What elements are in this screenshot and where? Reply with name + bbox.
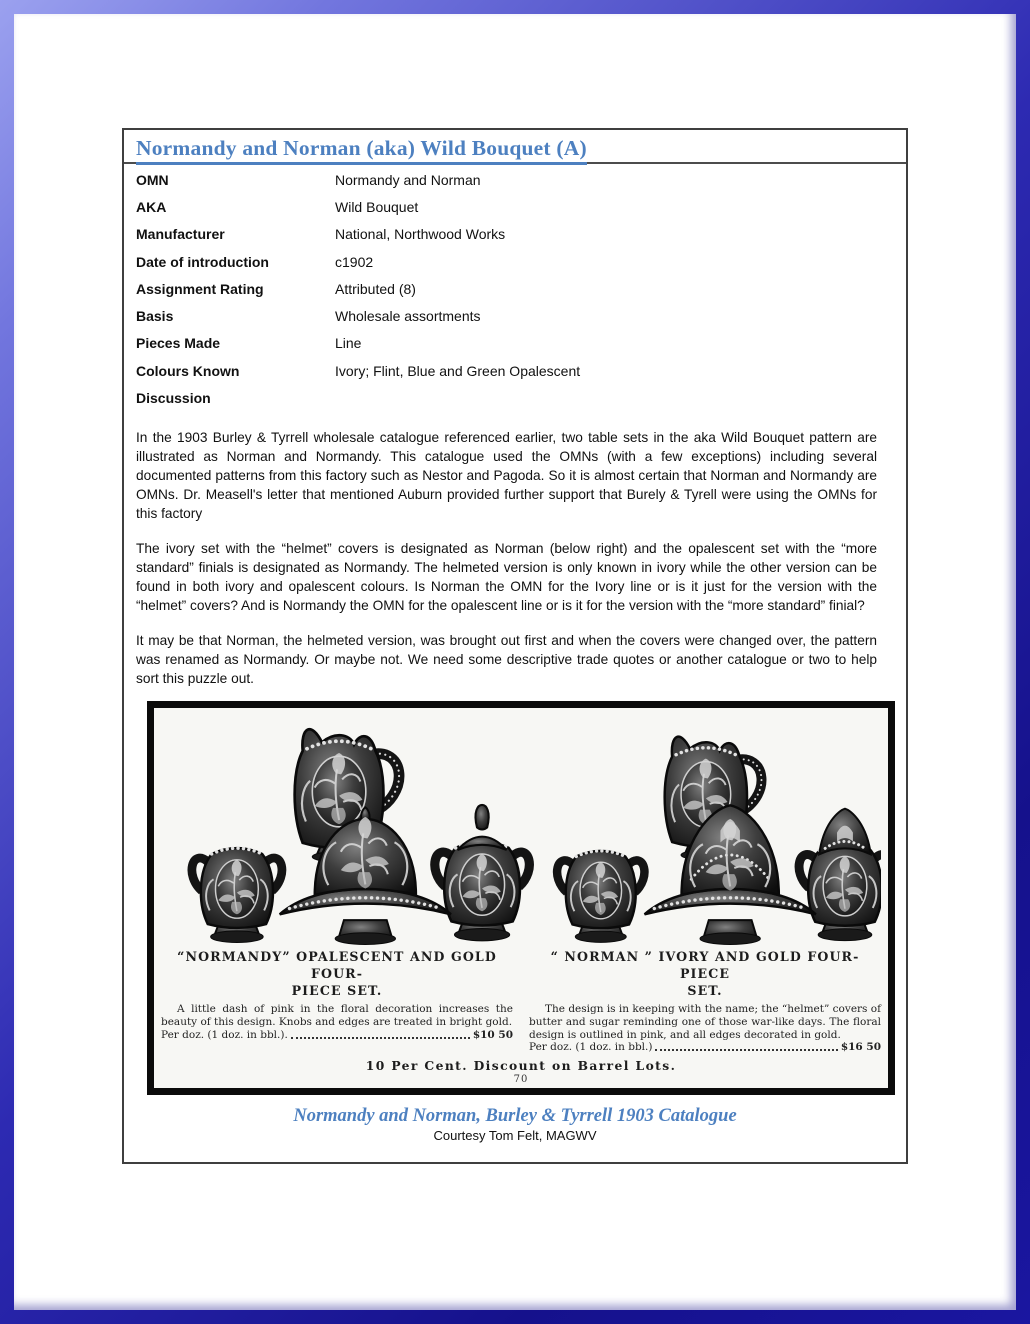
- glassware-illustration: [161, 710, 881, 947]
- table-row: [136, 221, 894, 248]
- figure-caption-credit: Courtesy Tom Felt, MAGWV: [433, 1128, 597, 1144]
- attribute-value: Attributed (8): [335, 280, 416, 297]
- price-line: [529, 1041, 881, 1053]
- normandy-set-description: A little dash of pink in the floral decoration increases the beauty of this design. Knobs and edges are treated in bright gold.: [161, 1003, 513, 1028]
- normandy-set-heading: [161, 948, 513, 999]
- table-row: [136, 275, 894, 302]
- attribute-label: OMN: [136, 171, 169, 188]
- catalogue-captions: [161, 948, 881, 1053]
- discussion-paragraph: It may be that Norman, the helmeted version, was brought out first and when the covers were changed over, the pattern was renamed as Normandy. Or maybe not. We need some descriptive trade quotes or another catalogue or two to help sort this puzzle out.: [136, 632, 877, 686]
- table-row: [136, 330, 894, 357]
- attribute-label: Discussion: [136, 390, 211, 407]
- table-row: [136, 166, 894, 193]
- dot-leaders: [655, 1049, 837, 1051]
- discussion-paragraph: In the 1903 Burley & Tyrrell wholesale catalogue referenced earlier, two table sets in the aka Wild Bouquet pattern are illustrated as Norman and Normandy. This catalogue used the OMNs (with a few exceptions) including several documented patterns from this factory such as Nestor and Pagoda. So it is almost certain that Norman and Normandy are OMNs. Dr. Measell's letter that mentioned Auburn provided further support that Burely & Tyrell were using the OMNs for this factory: [136, 429, 877, 521]
- page-background: [14, 14, 1016, 1310]
- attribute-label: Colours Known: [136, 362, 240, 379]
- attribute-value: Normandy and Norman: [335, 171, 481, 188]
- discussion-paragraph: The ivory set with the “helmet” covers is designated as Norman (below right) and the opalescent set with the “more standard” finials is designated as Normandy. The helmeted version is only known in ivory while the other version can be found in both ivory and opalescent colours. Is Norman the OMN for the Ivory line or is it just for the version with the “helmet” covers? And is Normandy the OMN for the opalescent line or is it for the version with the “more standard” finial?: [136, 540, 877, 613]
- dot-leaders: [291, 1037, 470, 1039]
- attributes-table: [124, 164, 906, 412]
- figure-caption-title: Normandy and Norman, Burley & Tyrrell 1903 Catalogue: [293, 1106, 737, 1127]
- norman-set-description: The design is in keeping with the name; the “helmet” covers of butter and sugar reminding one of those war-like days. The floral design is outlined in pink, and all edges decorated in gold.: [529, 1003, 881, 1041]
- norman-caption-block: [529, 948, 881, 1053]
- price-value: $16 50: [840, 1041, 881, 1054]
- price-line: [161, 1029, 513, 1041]
- attribute-label: Assignment Rating: [136, 280, 264, 297]
- attribute-value: Ivory; Flint, Blue and Green Opalescent: [335, 362, 581, 379]
- heading-line: “NORMANDY” OPALESCENT AND GOLD FOUR-: [177, 949, 497, 982]
- heading-line: PIECE SET.: [291, 983, 383, 999]
- price-label: Per doz. (1 doz. in bbl.).: [161, 1028, 288, 1041]
- attribute-label: Manufacturer: [136, 226, 225, 243]
- catalogue-figure: [147, 701, 895, 1096]
- table-row: [136, 384, 894, 411]
- attribute-value: c1902: [335, 253, 374, 270]
- title-row: [124, 130, 906, 164]
- normandy-caption-block: [161, 948, 513, 1053]
- attribute-value: National, Northwood Works: [335, 226, 506, 243]
- attribute-value: Wholesale assortments: [335, 308, 481, 325]
- table-row: [136, 248, 894, 275]
- figure-caption: [124, 1106, 906, 1143]
- table-row: [136, 193, 894, 220]
- norman-set-art: [557, 736, 881, 944]
- attribute-label: AKA: [136, 198, 167, 215]
- page-title: Normandy and Norman (aka) Wild Bouquet (A): [136, 136, 587, 165]
- price-label: Per doz. (1 doz. in bbl.): [529, 1041, 653, 1054]
- document-panel: [122, 128, 908, 1164]
- price-value: $10 50: [472, 1028, 513, 1041]
- discount-note: 10 Per Cent. Discount on Barrel Lots.: [365, 1058, 677, 1074]
- table-row: [136, 302, 894, 329]
- attribute-value: Wild Bouquet: [335, 198, 419, 215]
- catalogue-page-number: 70: [513, 1074, 529, 1086]
- attribute-value: Line: [335, 335, 362, 352]
- attribute-label: Pieces Made: [136, 335, 221, 352]
- normandy-set-art: [192, 729, 529, 944]
- table-row: [136, 357, 894, 384]
- attribute-label: Basis: [136, 308, 174, 325]
- attribute-label: Date of introduction: [136, 253, 269, 270]
- norman-set-heading: [529, 948, 881, 999]
- heading-line: “ NORMAN ” IVORY AND GOLD FOUR-PIECE: [550, 949, 860, 982]
- heading-line: SET.: [687, 983, 723, 999]
